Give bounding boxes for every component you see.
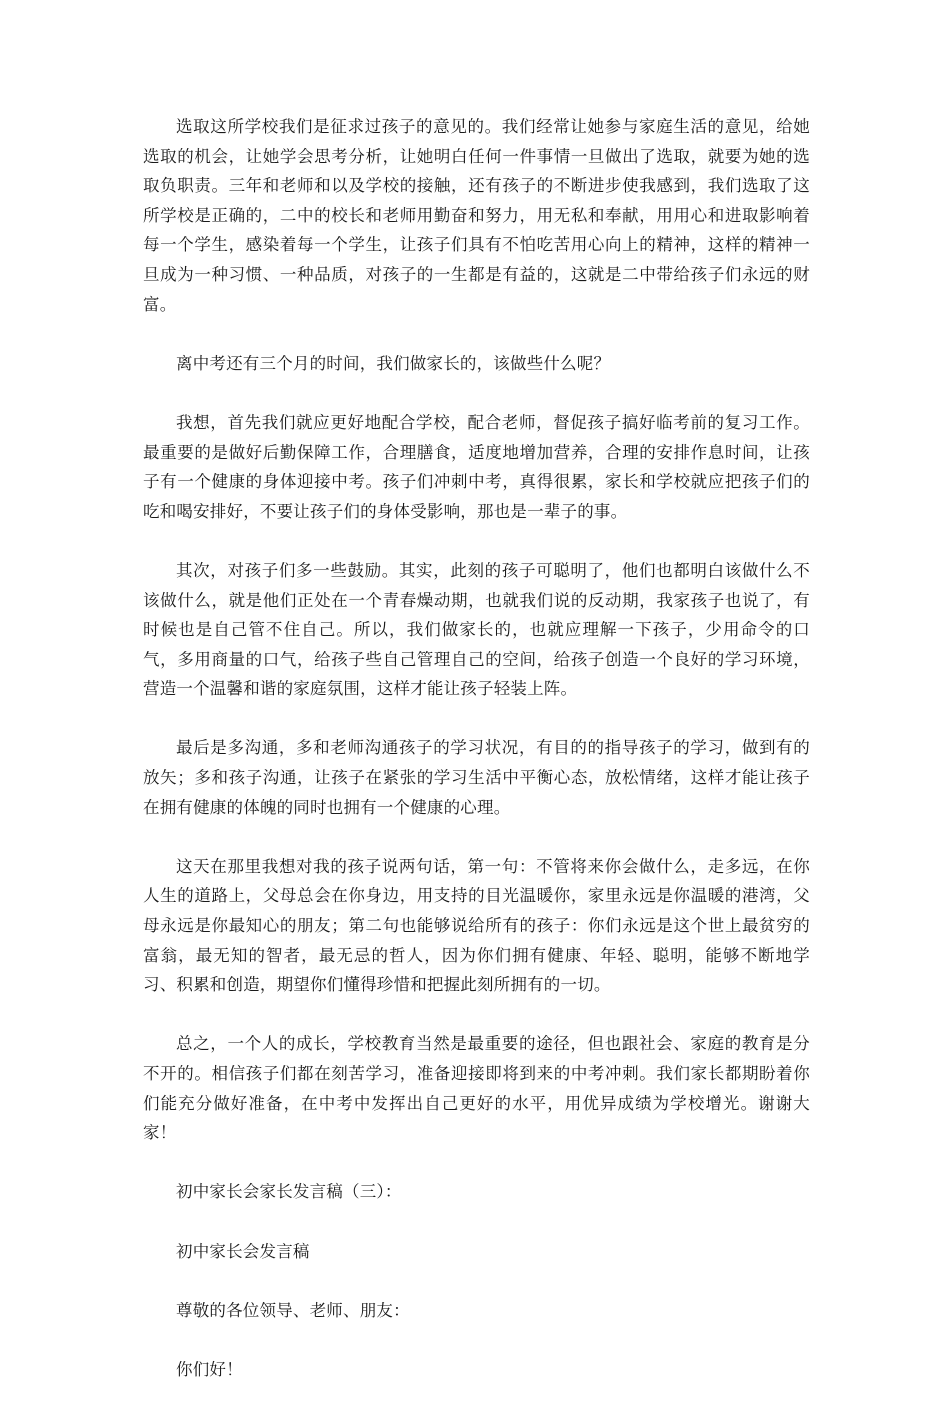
paragraph-exam-question: 离中考还有三个月的时间，我们做家长的，该做些什么呢？ [176, 353, 611, 373]
paragraph-school-choice: 选取这所学校我们是征求过孩子的意见的。我们经常让她参与家庭生活的意见，给她选取的机会，让她学会思考分析，让她明白任何一件事情一旦做出了选取，就要为她的选取负职责。三年和老师和以及学校的接触，还有孩子的不断进步使我感到，我们选取了这所学校是正确的，二中的校长和老师用勤奋和努力，用无私和奉献，用用心和进取影响着每一个学生，感染着每一个学生，让孩子们具有不怕吃苦用心向上的精神，这样的精神一旦成为一种习惯、一种品质，对孩子的一生都是有益的，这就是二中带给孩子们永远的财富。 [143, 117, 810, 314]
paragraph-encourage-children: 其次，对孩子们多一些鼓励。其实，此刻的孩子可聪明了，他们也都明白该做什么不该做什么，就是他们正处在一个青春燥动期，也就我们说的反动期，我家孩子也说了，有时候也是自己管不住自己。所以，我们做家长的，也就应理解一下孩子，少用命令的口气，多用商量的口气，给孩子些自己管理自己的空间，给孩子创造一个良好的学习环境，营造一个温馨和谐的家庭氛围，这样才能让孩子轻装上阵。 [143, 560, 810, 699]
speech-title: 初中家长会发言稿 [176, 1241, 310, 1261]
paragraph-message-to-child: 这天在那里我想对我的孩子说两句话，第一句：不管将来你会做什么，走多远，在你人生的道路上，父母总会在你身边，用支持的目光温暖你，家里永远是你温暖的港湾，父母永远是你最知心的朋友；第二句也能够说给所有的孩子：你们永远是这个世上最贫穷的富翁，最无知的智者，最无忌的哲人，因为你们拥有健康、年轻、聪明，能够不断地学习、积累和创造，期望你们懂得珍惜和把握此刻所拥有的一切。 [143, 856, 810, 995]
greeting: 你们好！ [176, 1359, 243, 1379]
document-body [143, 112, 810, 1414]
paragraph-conclusion: 总之，一个人的成长，学校教育当然是最重要的途径，但也跟社会、家庭的教育是分不开的。相信孩子们都在刻苦学习，准备迎接即将到来的中考冲刺。我们家长都期盼着你们能充分做好准备，在中考中发挥出自己更好的水平，用优异成绩为学校增光。谢谢大家！ [143, 1034, 810, 1143]
paragraph-cooperate-school: 我想，首先我们就应更好地配合学校，配合老师，督促孩子搞好临考前的复习工作。最重要的是做好后勤保障工作，合理膳食，适度地增加营养，合理的安排作息时间，让孩子有一个健康的身体迎接中考。孩子们冲刺中考，真得很累，家长和学校就应把孩子们的吃和喝安排好，不要让孩子们的身体受影响，那也是一辈子的事。 [143, 412, 810, 521]
section-heading: 初中家长会家长发言稿（三）： [176, 1182, 402, 1202]
salutation: 尊敬的各位领导、老师、朋友： [176, 1300, 410, 1320]
paragraph-communication: 最后是多沟通，多和老师沟通孩子的学习状况，有目的的指导孩子的学习，做到有的放矢；多和孩子沟通，让孩子在紧张的学习生活中平衡心态，放松情绪，这样才能让孩子在拥有健康的体魄的同时也拥有一个健康的心理。 [143, 738, 810, 817]
